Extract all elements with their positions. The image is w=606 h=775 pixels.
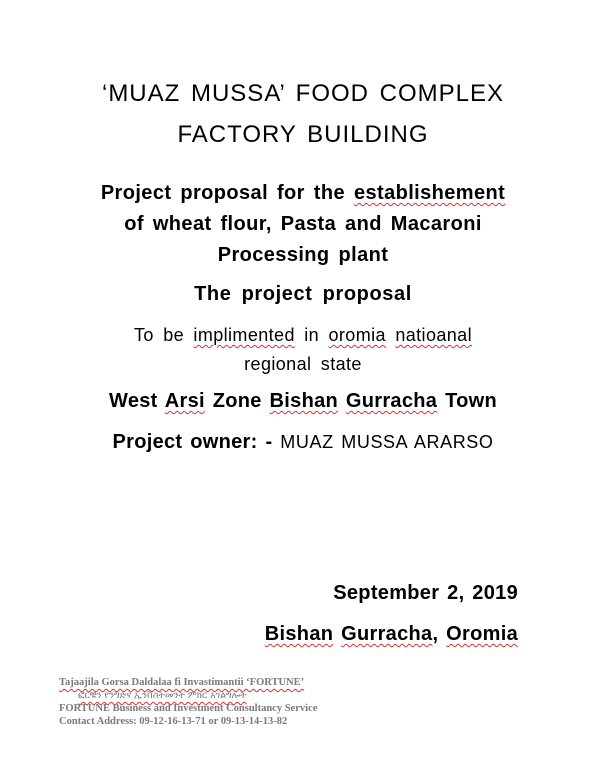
text-span: Town xyxy=(437,390,497,412)
title-line-2: FACTORY BUILDING xyxy=(177,121,429,148)
misspelled-word: Bishan xyxy=(264,623,334,645)
misspelled-word: natioanal xyxy=(395,325,472,345)
footer-line-1: Tajaajila Gorsa Daldalaa fi Invastimantii ‘FORTUNE’ xyxy=(59,677,305,688)
document-place xyxy=(265,623,518,646)
text-span: Zone xyxy=(204,390,270,412)
text-span: To be xyxy=(133,325,194,345)
text-span: in xyxy=(294,325,329,345)
misspelled-word: Gurracha xyxy=(341,623,433,645)
misspelled-word: implimented xyxy=(193,325,295,345)
misspelled-word: Bishan xyxy=(269,390,339,412)
project-owner-line xyxy=(0,431,606,454)
owner-name: MUAZ MUSSA ARARSO xyxy=(280,432,494,452)
misspelled-word: Oromia xyxy=(446,623,518,645)
text-span xyxy=(338,390,346,412)
misspelled-word: Arsi xyxy=(164,390,205,412)
footer-line-4: Contact Address: 09-12-16-13-71 or 09-13-14-13-82 xyxy=(59,716,288,727)
implementation-text xyxy=(0,321,606,379)
consultancy-footer xyxy=(59,676,317,728)
implementation-line-2: regional state xyxy=(244,354,362,374)
text-span: , xyxy=(432,623,447,645)
misspelled-word: Gurracha xyxy=(345,390,438,412)
misspelled-word: establishement xyxy=(353,182,506,204)
project-proposal-subtitle: The project proposal xyxy=(194,283,412,305)
proposal-line-2: of wheat flour, Pasta and Macaroni xyxy=(124,213,482,235)
document-date: September 2, 2019 xyxy=(333,582,518,604)
owner-label: Project owner: - xyxy=(112,431,281,453)
proposal-line-3: Processing plant xyxy=(217,244,389,266)
implementation-line-1 xyxy=(0,321,606,350)
proposal-text: Project proposal for the xyxy=(100,182,354,204)
title-line-1: ‘MUAZ MUSSA’ FOOD COMPLEX xyxy=(101,80,505,107)
footer-line-3: FORTUNE Business and Investment Consultancy Service xyxy=(59,703,318,714)
footer-line-2: ፎርቹን የንግድና ኢንቨስትመንት ምክር አገልግሎት xyxy=(78,690,247,701)
proposal-line-1 xyxy=(0,178,606,209)
location-line xyxy=(0,390,606,413)
proposal-description xyxy=(0,178,606,271)
text-span xyxy=(333,623,341,645)
text-span xyxy=(386,325,395,345)
misspelled-word: oromia xyxy=(328,325,386,345)
text-span: West xyxy=(109,390,165,412)
